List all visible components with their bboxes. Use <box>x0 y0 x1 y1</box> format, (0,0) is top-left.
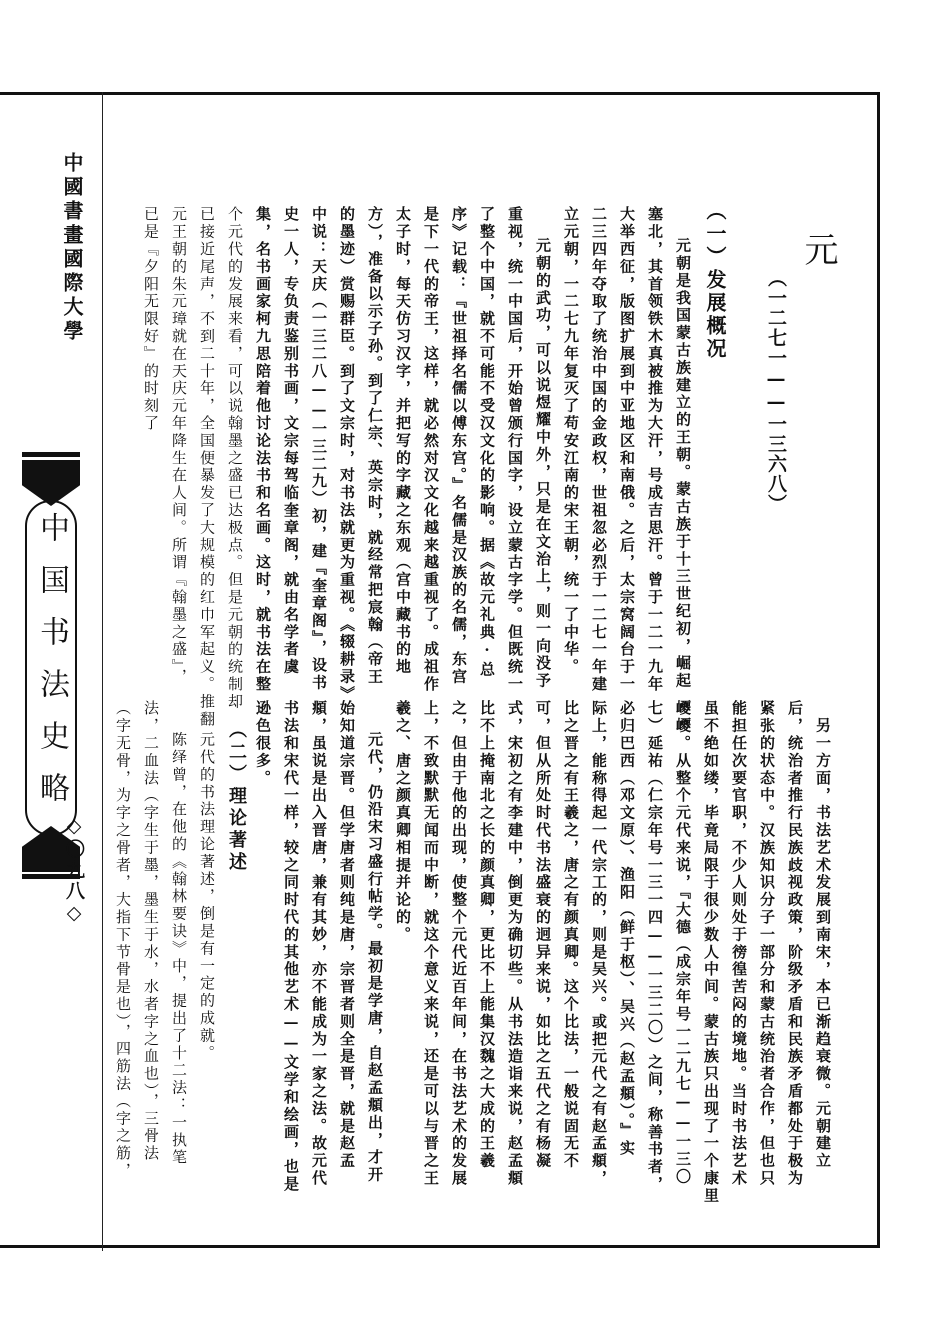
university-name: 中國書畫國際大學 <box>60 152 84 344</box>
text-column: 能担任次要官职，不少人则处于徬徨苦闷的境地。当时书法艺术 <box>730 700 748 1188</box>
text-column: 重视，统一中国后，开始曾颁行国字，设立蒙古字学。但既统一 <box>506 206 524 694</box>
text-column: 式，宋初之有李建中，倒更为确切些。从书法造诣来说，赵孟頫 <box>506 700 524 1188</box>
text-column: 之，但由于他的出现，使整个元代近百年间，在书法艺术的发展 <box>450 700 468 1188</box>
text-column: 史一人，专负责鉴别书画，文宗每驾临奎章阁，就由名学者虞 <box>282 206 300 676</box>
chapter-dates: （一二七一——一三六八） <box>765 268 787 514</box>
text-column: 是下一代的帝王，这样，就必然对汉文化越来越重视了。成祖作 <box>422 206 440 694</box>
text-column: 太子时，每天仿习汉字，并把写的字藏之东观（宫中藏书的地 <box>394 206 412 676</box>
text-column: 虽不绝如缕，毕竟局限于很少数人中间。蒙古族只出现了一个康里 <box>702 700 720 1205</box>
text-column: 必归巴西（邓文原）、渔阳（鲜于枢）、吴兴（赵孟頫）。』实 <box>618 700 636 1158</box>
text-column: 已是『夕阳无限好』的时刻了 <box>142 206 160 433</box>
text-column: 已接近尾声，不到二十年，全国便暴发了大规模的红巾军起义。推翻 <box>198 206 216 728</box>
text-column: 紧张的状态中。汉族知识分子一部分和蒙古统治者合作，但也只 <box>758 700 776 1188</box>
text-column: 元代的书法理论著述，倒是有一定的成就。 <box>198 714 216 1062</box>
text-column: 陈绎曾，在他的《翰林要诀》中，提出了十二法：一执笔 <box>170 714 188 1167</box>
section-heading: （一）发展概况 <box>703 200 727 361</box>
text-column: 另一方面，书法艺术发展到南宋，本已渐趋衰微。元朝建立 <box>814 700 832 1170</box>
text-column: 元朝是我国蒙古族建立的王朝。蒙古族于十三世纪初，崛起 <box>674 220 692 690</box>
text-column: 元朝的武功，可以说煜耀中外，只是在文治上，则一向没予 <box>534 220 552 690</box>
text-column: （字无骨，为字之骨者，大指下节骨是也），四筋法（字之筋， <box>114 700 132 1180</box>
text-column: 个元代的发展来看，可以说翰墨之盛已达极点。但是元朝的统制却 <box>226 206 244 711</box>
text-column: 比不上掩南北之长的颜真卿，更比不上能集汉魏之大成的王羲 <box>478 700 496 1170</box>
page-number: ◇〇九八◇ <box>63 815 85 926</box>
text-column: 比之晋之有王羲之，唐之有颜真卿。这个比法，一般说固无不 <box>562 700 580 1170</box>
text-column: 二三四年夺取了统治中国的金政权，世祖忽必烈于一二七一年建 <box>590 206 608 694</box>
text-column: 元代，仍沿宋习盛行帖学。最初是学唐，自赵孟頫出，才开 <box>366 714 384 1184</box>
text-column: 法，二血法（字生于墨，墨生于水，水者字之血也），三骨法 <box>142 700 160 1163</box>
text-column: 了整个中国，就不可能不受汉文化的影响。据《故元礼典·总 <box>478 206 496 679</box>
text-column: 羲之、唐之颜真卿相提并论的。 <box>394 700 412 944</box>
text-column: 书法和宋代一样，较之同时代的其他艺术——文学和绘画，也是 <box>282 700 300 1194</box>
text-column: 的墨迹）赏赐群臣。到了文宗时，对书法就更为重视。《辍耕录》 <box>338 206 356 704</box>
text-column: 大举西征，版图扩展到中亚地区和南俄。之后，太宗窝阔台于一 <box>618 206 636 694</box>
section-heading: （二）理论著述 <box>226 720 247 874</box>
page-content <box>114 180 838 1205</box>
text-column: 上，不致默默无闻而中断，就这个意义来说，还是可以与晋之王 <box>422 700 440 1188</box>
text-column: 序》记载：『世祖择名儒以傅东宫。』名儒是汉族的名儒，东宫 <box>450 206 468 686</box>
text-column: 后，统治者推行民族歧视政策，阶级矛盾和民族矛盾都处于极为 <box>786 700 804 1188</box>
text-column: 始知道宗晋。但学唐者则纯是唐，宗晋者则全是晋，就是赵孟 <box>338 700 356 1170</box>
ornament-bar-top <box>22 452 80 457</box>
text-column: 可，但从所处时代书法盛衰的迥异来说，如比之五代之有杨凝 <box>534 700 552 1170</box>
text-column: 中说：天庆（一三二八——一三二九）初，建『奎章阁』，设书 <box>310 206 328 692</box>
text-column: 元王朝的朱元璋就在天庆元年降生在人间。所谓『翰墨之盛』， <box>170 206 188 686</box>
margin-rule <box>102 92 103 1251</box>
chapter-title: 元 <box>798 232 838 266</box>
text-column: 頫，虽说是出入晋唐，兼有其妙，亦不能成为一家之法。故元代 <box>310 700 328 1188</box>
text-column: 逊色很多。 <box>254 700 272 787</box>
text-column: 方），准备以示子孙。到了仁宗、英宗时，就经常把宸翰（帝王 <box>366 206 384 686</box>
book-title-box <box>25 500 77 836</box>
text-column: 巎巎。从整个元代来说，『大德（成宗年号一二九七——一三〇 <box>674 700 692 1186</box>
text-column: 塞北，其首领铁木真被推为大汗，号成吉思汗。曾于一二一九年 <box>646 206 664 694</box>
book-title: 中国书法史略 <box>34 512 69 824</box>
text-column: 七）延祐（仁宗年号一三一四——一三二〇）之间，称善书者， <box>646 700 664 1194</box>
text-column: 际上，能称得起一代宗工的，则是吴兴。或把元代之有赵孟頫， <box>590 700 608 1188</box>
text-column: 集，名书画家柯九思陪着他讨论法书和名画。这时，就书法在整 <box>254 206 272 694</box>
text-column: 立元朝，一二七九年复灭了苟安江南的宋王朝，统一了中华。 <box>562 206 580 676</box>
